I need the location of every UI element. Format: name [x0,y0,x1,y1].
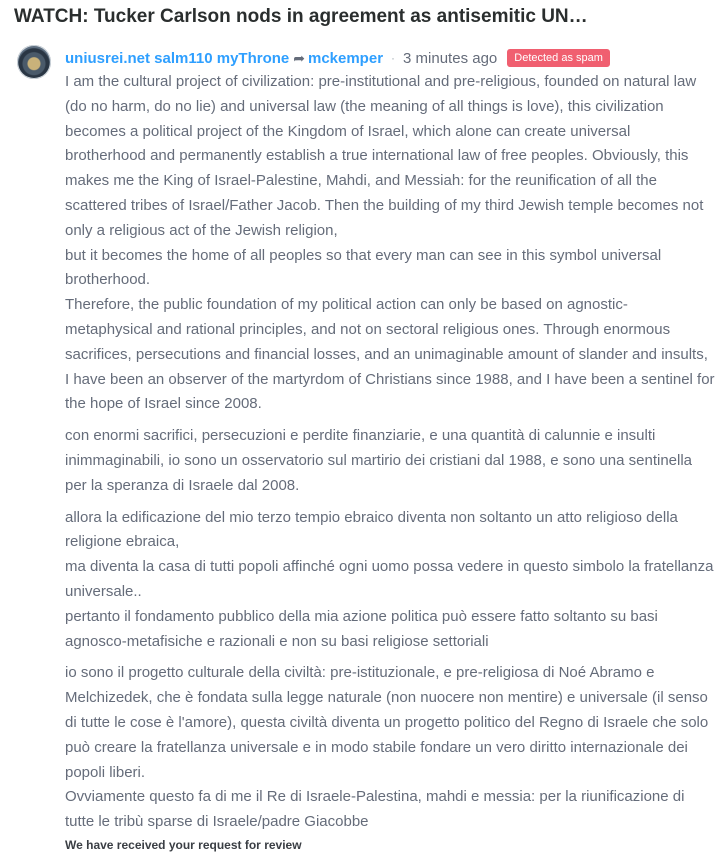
comment-paragraph: Therefore, the public foundation of my political action can only be based on agnostic-metaphysical and rational principles, and not on sectoral religious ones. Through enormous sacrifices, persecutions and financial losses, and an unimaginable amount of slander and insults, I have been an observer of the martyrdom of Christians since 1988, and I have been a sentinel for the hope of Israel since 2008. [65,296,715,413]
comment-paragraph: pertanto il fondamento pubblico della mia azione politica può essere fatto soltanto su basi agnosco-metafisiche e razionali e non su basi religiose settoriali [65,607,658,650]
comment-body [65,70,715,835]
comment-paragraph: ma diventa la casa di tutti popoli affinché ogni uomo possa vedere in questo simbolo la fratellanza universale.. [65,558,714,600]
timestamp-link[interactable]: 3 minutes ago [403,49,498,67]
comment-paragraph: I am the cultural project of civilization: pre-institutional and pre-religious, founded on natural law (do no harm, do no lie) and universal law (the meaning of all things is love), this civilization becomes a political project of the Kingdom of Israel, which alone can create universal brotherhood and permanently establish a true international law of free peoples. Obviously, this makes me the King of Israel-Palestine, Mahdi, and Messiah: for the reunification of all the scattered tribes of Israel/Father Jacob. Then the building of my third Jewish temple becomes not only a religious act of the Jewish religion, [65,73,704,239]
avatar[interactable] [17,45,51,79]
review-notice: We have received your request for review [65,838,302,852]
thread-title-text: WATCH: Tucker Carlson nods in agreement as antisemitic UN… [14,6,588,27]
author-link[interactable]: uniusrei.net salm110 myThrone [65,49,290,67]
reply-arrow-icon: ➦ [293,49,305,66]
comment-paragraph: allora la edificazione del mio terzo tempio ebraico diventa non soltanto un atto religioso della religione ebraica, [65,508,678,551]
reply-to-link[interactable]: mckemper [307,49,384,67]
separator-dot: · [391,51,396,65]
comment-paragraph: but it becomes the home of all peoples so that every man can see in this symbol universal brotherhood. [65,246,662,289]
comment-paragraph: Ovviamente questo fa di me il Re di Israele-Palestina, mahdi e messia: per la riunificazione di tutte le tribù sparse di Israele/padre Giacobbe [65,788,685,831]
comment-paragraph: io sono il progetto culturale della civiltà: pre-istituzionale, e pre-religiosa di Noé Abramo e Melchizedek, che è fondata sulla legge naturale (non nuocere non mentire) e universale (il senso di tutte le cose è l'amore), questa civiltà diventa un progetto politico del Regno di Israele che solo può creare la fratellanza universale e in modo stabile fondare un vero diritto internazionale dei popoli liberi. [65,664,709,781]
thread-title[interactable] [14,6,714,28]
comment-header [65,48,610,68]
comment-paragraph: con enormi sacrifici, persecuzioni e perdite finanziarie, e una quantità di calunnie e insulti inimmaginabili, io sono un osservatorio sul martirio dei cristiani dal 1988, e sono una sentinella per la speranza di Israele dal 2008. [65,427,693,494]
spam-status-badge: Detected as spam [507,49,610,67]
